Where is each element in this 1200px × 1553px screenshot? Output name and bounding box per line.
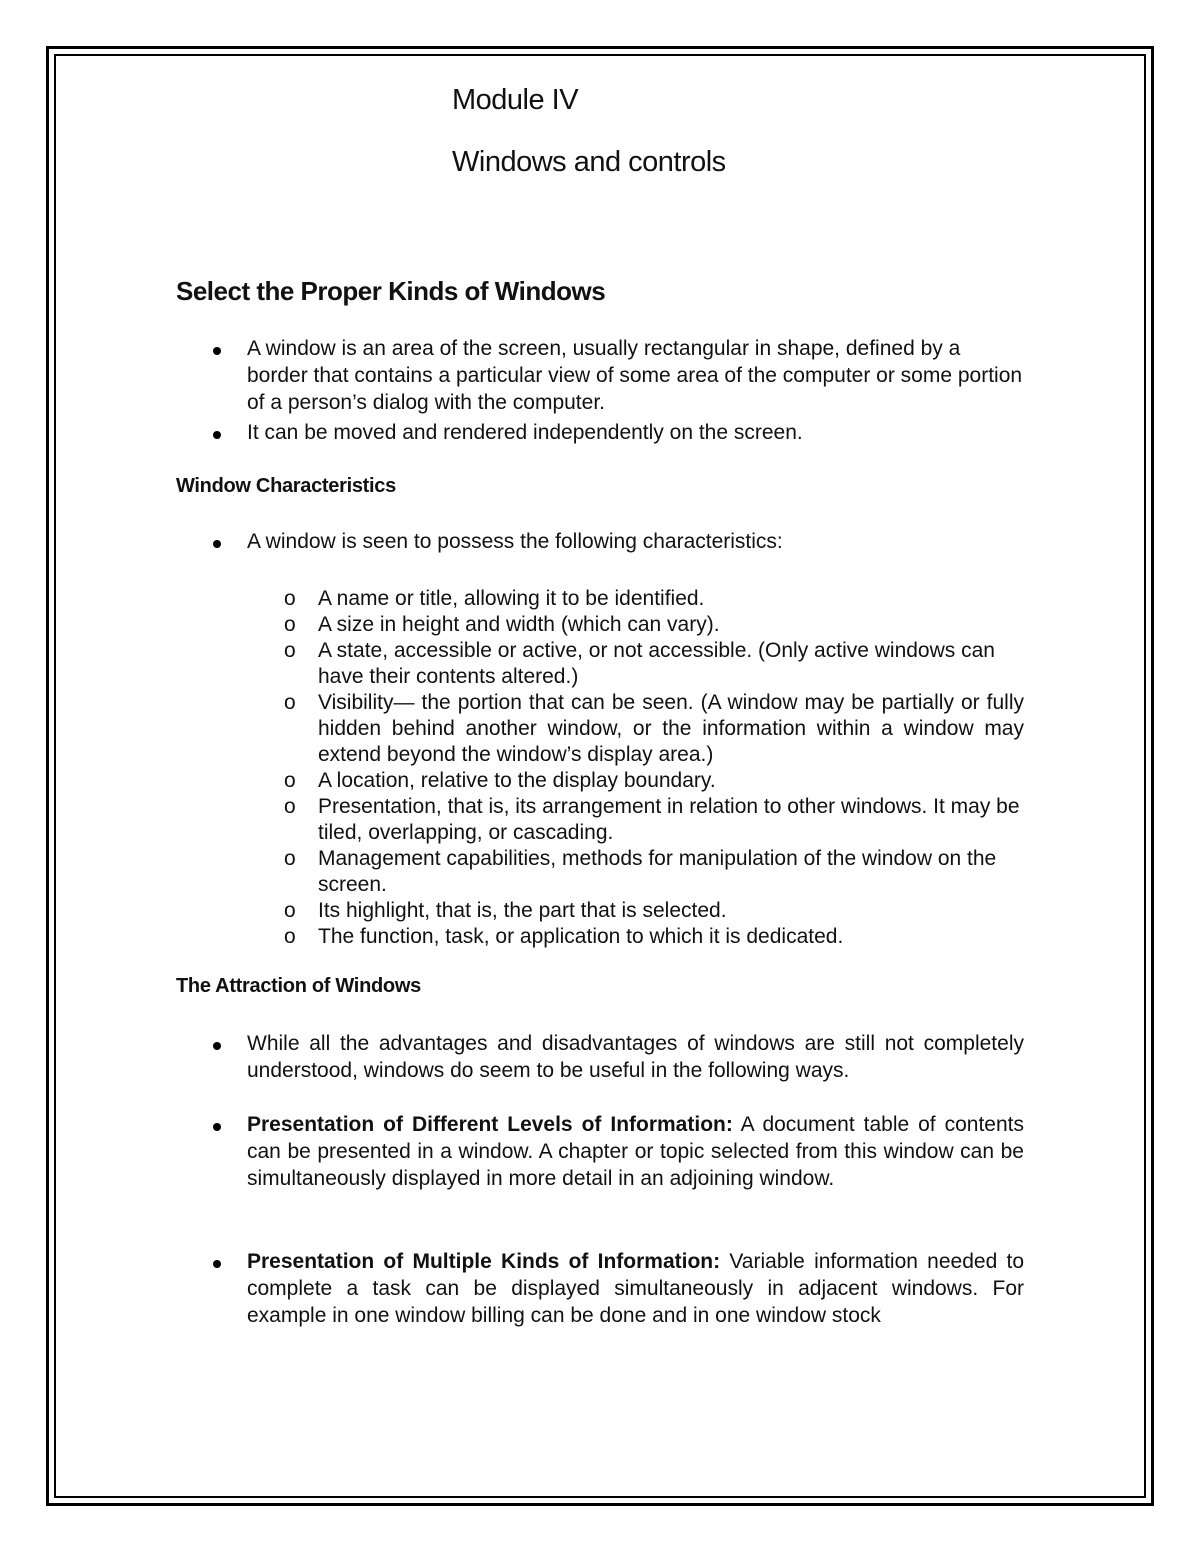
list-item [0,1111,1024,1192]
list-item [0,1248,1024,1329]
point-lead: Presentation of Multiple Kinds of Information: [247,1250,721,1273]
bullet-icon [213,1260,221,1268]
list-item [0,794,1024,846]
list-item-text: While all the advantages and disadvantages of windows are still not completely understood, windows do seem to be useful in the following ways. [247,1032,1024,1082]
circle-marker-icon: o [284,587,296,610]
list-item-text: It can be moved and rendered independently on the screen. [247,421,803,444]
bullet-icon [213,1123,221,1131]
window-definition-list [0,335,1024,446]
list-item [0,419,1024,446]
list-item [0,690,1024,768]
attraction-point-list [0,1248,1024,1329]
list-item-text: Presentation, that is, its arrangement in relation to other windows. It may be tiled, overlapping, or cascading. [318,795,1020,844]
list-item [0,768,1024,794]
list-item-text: A window is seen to possess the following characteristics: [247,530,783,553]
attraction-intro-list [0,1030,1024,1084]
bullet-icon [213,431,221,439]
list-item-text: A window is an area of the screen, usually rectangular in shape, defined by a border that contains a particular view of some area of the computer or some portion of a person’s dialog with the computer. [247,337,1023,414]
list-item [0,638,1024,690]
list-item [0,335,1024,416]
list-item-text: The function, task, or application to which it is dedicated. [318,925,844,948]
circle-marker-icon: o [284,847,296,870]
list-item-text: A location, relative to the display boundary. [318,769,716,792]
list-item [0,924,1024,950]
list-item-text: A state, accessible or active, or not accessible. (Only active windows can have their contents altered.) [318,639,995,688]
list-item [0,846,1024,898]
module-title: Module IV [452,84,579,116]
attraction-point-list [0,1111,1024,1192]
list-item-text: A name or title, allowing it to be identified. [318,587,705,610]
list-item-text: A size in height and width (which can vary). [318,613,720,636]
characteristics-heading: Window Characteristics [176,475,396,497]
bullet-icon [213,1042,221,1050]
list-item-text: Management capabilities, methods for manipulation of the window on the screen. [318,847,997,896]
list-item [0,586,1024,612]
attraction-heading: The Attraction of Windows [176,975,421,997]
module-subtitle: Windows and controls [452,146,726,178]
characteristics-list [0,586,1024,950]
list-item-text: Its highlight, that is, the part that is selected. [318,899,727,922]
circle-marker-icon: o [284,639,296,662]
list-item [0,528,1024,555]
circle-marker-icon: o [284,691,296,714]
list-item [0,1030,1024,1084]
list-item [0,612,1024,638]
list-item [0,898,1024,924]
point-lead: Presentation of Different Levels of Information: [247,1113,733,1136]
section-heading: Select the Proper Kinds of Windows [176,276,606,306]
list-item-text: Visibility— the portion that can be seen. (A window may be partially or fully hidden behind another window, or the information within a window may extend beyond the window’s display area.) [318,691,1024,766]
bullet-icon [213,347,221,355]
characteristics-intro-list [0,528,1024,555]
circle-marker-icon: o [284,795,296,818]
circle-marker-icon: o [284,899,296,922]
point-text: A document table of contents can be presented in a window. A chapter or topic selected from this window can be simultaneously displayed in more detail in an adjoining window. [247,1113,1024,1190]
point-text: Variable information needed to complete a task can be displayed simultaneously in adjacent windows. For example in one window billing can be done and in one window stock [247,1250,1024,1327]
bullet-icon [213,540,221,548]
circle-marker-icon: o [284,769,296,792]
circle-marker-icon: o [284,613,296,636]
circle-marker-icon: o [284,925,296,948]
